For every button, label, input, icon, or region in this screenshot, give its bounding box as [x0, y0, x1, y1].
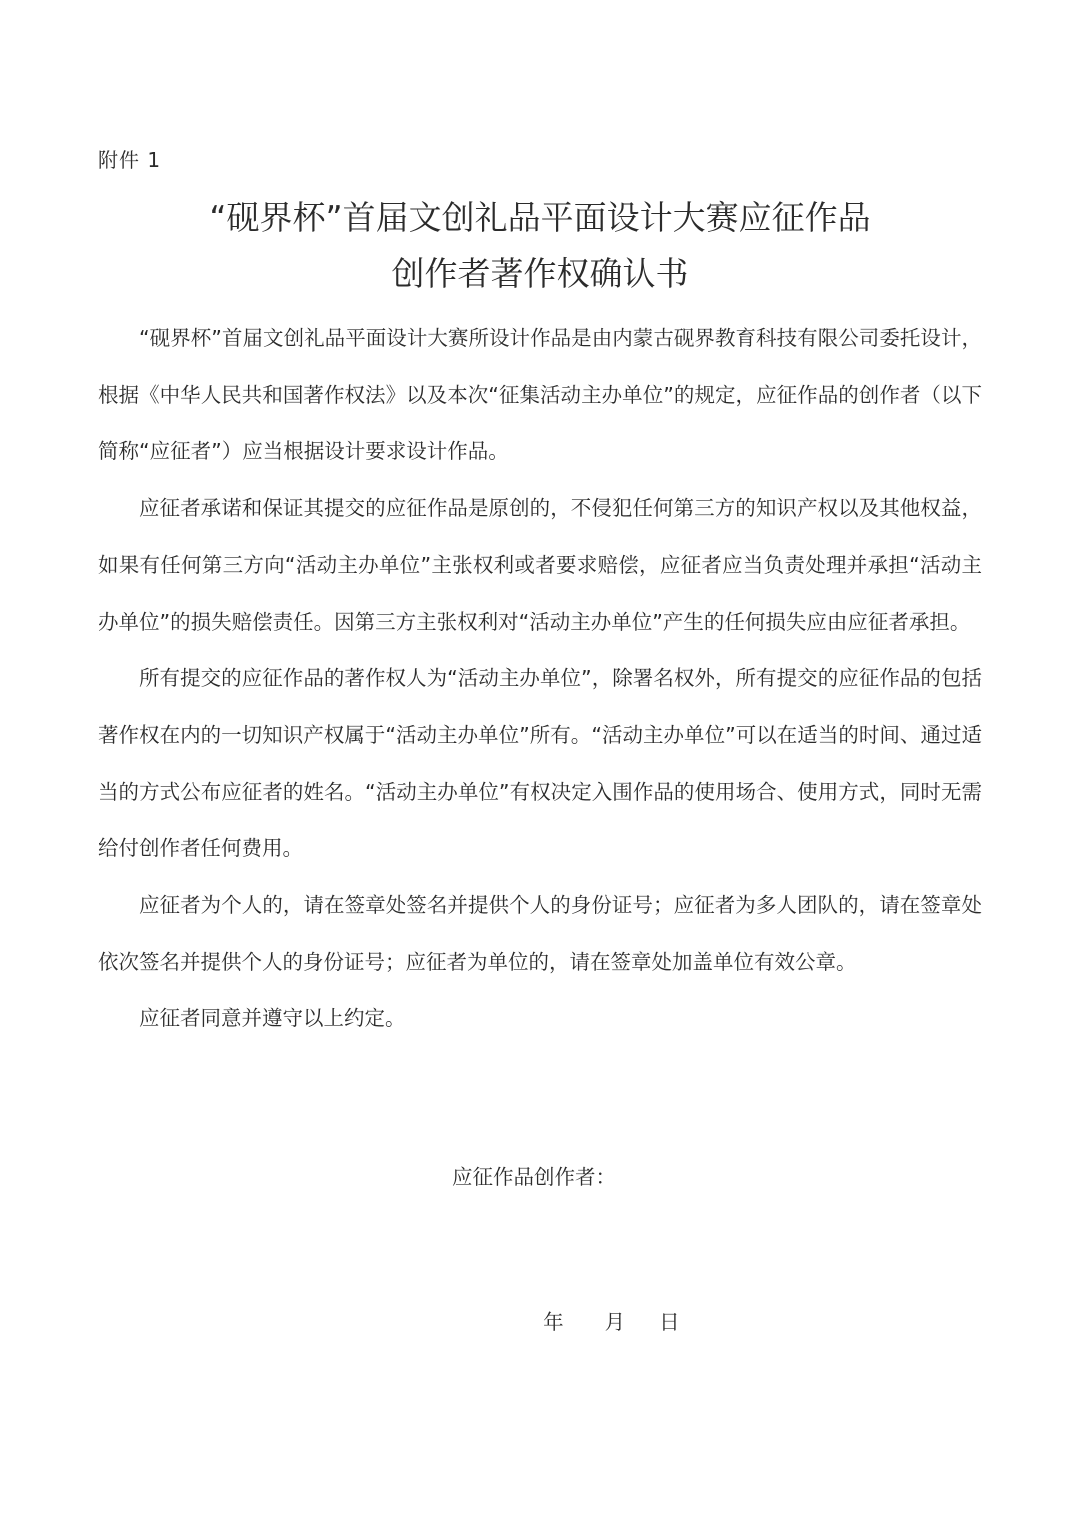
paragraph-originality: 应征者承诺和保证其提交的应征作品是原创的，不侵犯任何第三方的知识产权以及其他权益，如果有任何第三方向“活动主办单位”主张权利或者要求赔偿，应征者应当负责处理并承担“活动主办单位”的损失赔偿责任。因第三方主张权利对“活动主办单位”产生的任何损失应由应征者承担。 [98, 496, 982, 634]
paragraph-signing-instructions: 应征者为个人的，请在签章处签名并提供个人的身份证号；应征者为多人团队的，请在签章处依次签名并提供个人的身份证号；应征者为单位的，请在签章处加盖单位有效公章。 [98, 893, 982, 974]
date-day-label: 日 [659, 1310, 680, 1334]
document-body [98, 310, 982, 1047]
date-month-label: 月 [604, 1310, 626, 1334]
document-title-line-1: “砚界杯”首届文创礼品平面设计大赛应征作品 [209, 198, 871, 237]
document-title-line-2: 创作者著作权确认书 [391, 254, 689, 293]
attachment-label: 附件 1 [98, 148, 162, 172]
paragraph-copyright-ownership: 所有提交的应征作品的著作权人为“活动主办单位”，除署名权外，所有提交的应征作品的包括著作权在内的一切知识产权属于“活动主办单位”所有。“活动主办单位”可以在适当的时间、通过适当的方式公布应征者的姓名。“活动主办单位”有权决定入围作品的使用场合、使用方式，同时无需给付创作者任何费用。 [98, 666, 982, 861]
paragraph-commission: “砚界杯”首届文创礼品平面设计大赛所设计作品是由内蒙古砚界教育科技有限公司委托设计，根据《中华人民共和国著作权法》以及本次“征集活动主办单位”的规定，应征作品的创作者（以下简称“应征者”）应当根据设计要求设计作品。 [98, 326, 982, 464]
date-line [517, 1277, 680, 1367]
date-year-label: 年 [543, 1310, 564, 1334]
signature-label: 应征作品创作者： [452, 1165, 616, 1189]
paragraph-agreement: 应征者同意并遵守以上约定。 [139, 1006, 406, 1031]
